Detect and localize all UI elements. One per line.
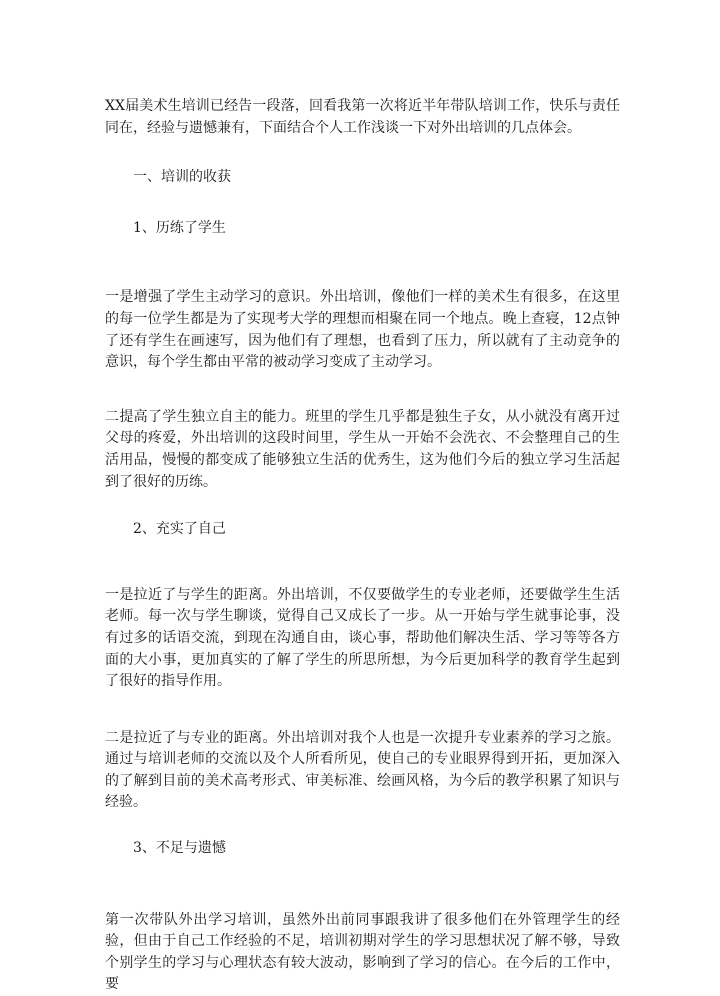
intro-paragraph: XX届美术生培训已经告一段落，回看我第一次将近半年带队培训工作，快乐与责任同在，经验与遗憾兼有，下面结合个人工作浅谈一下对外出培训的几点体会。: [105, 98, 620, 136]
document-page: [105, 94, 620, 996]
paragraph-closer-to-students: 一是拉近了与学生的距离。外出培训，不仅要做学生的专业老师，还要做学生生活老师。每一次与学生聊谈，觉得自己又成长了一步。从一开始与学生就事论事，没有过多的话语交流，到现在沟通自由，谈心事，帮助他们解决生活、学习等等各方面的大小事，更加真实的了解了学生的所思所想，为今后更加科学的教育学生起到了很好的指导作用。: [105, 586, 620, 690]
subheading-trained-students: 1、历练了学生: [133, 219, 226, 236]
subheading-shortcomings: 3、不足与遗憾: [133, 840, 226, 857]
section-heading-gains: 一、培训的收获: [133, 169, 231, 186]
paragraph-independence: 二提高了学生独立自主的能力。班里的学生几乎都是独生子女，从小就没有离开过父母的疼爱，外出培训的这段时间里，学生从一开始不会洗衣、不会整理自己的生活用品，慢慢的都变成了能够独立生活的优秀生，这为他们今后的独立学习生活起到了很好的历练。: [105, 408, 620, 490]
subheading-enriched-self: 2、充实了自己: [133, 521, 226, 538]
paragraph-first-trip: 第一次带队外出学习培训，虽然外出前同事跟我讲了很多他们在外管理学生的经验，但由于自己工作经验的不足，培训初期对学生的学习思想状况了解不够，导致个别学生的学习与心理状态有较大波动，影响到了学习的信心。在今后的工作中，要: [105, 911, 620, 993]
paragraph-active-learning: 一是增强了学生主动学习的意识。外出培训，像他们一样的美术生有很多，在这里的每一位学生都是为了实现考大学的理想而相聚在同一个地点。晚上查寝，12点钟了还有学生在画速写，因为他们有了理想，也看到了压力，所以就有了主动竞争的意识，每个学生都由平常的被动学习变成了主动学习。: [105, 289, 620, 371]
paragraph-closer-to-profession: 二是拉近了与专业的距离。外出培训对我个人也是一次提升专业素养的学习之旅。通过与培训老师的交流以及个人所看所见，使自己的专业眼界得到开拓，更加深入的了解到目前的美术高考形式、审美标准、绘画风格，为今后的教学积累了知识与经验。: [105, 729, 620, 811]
